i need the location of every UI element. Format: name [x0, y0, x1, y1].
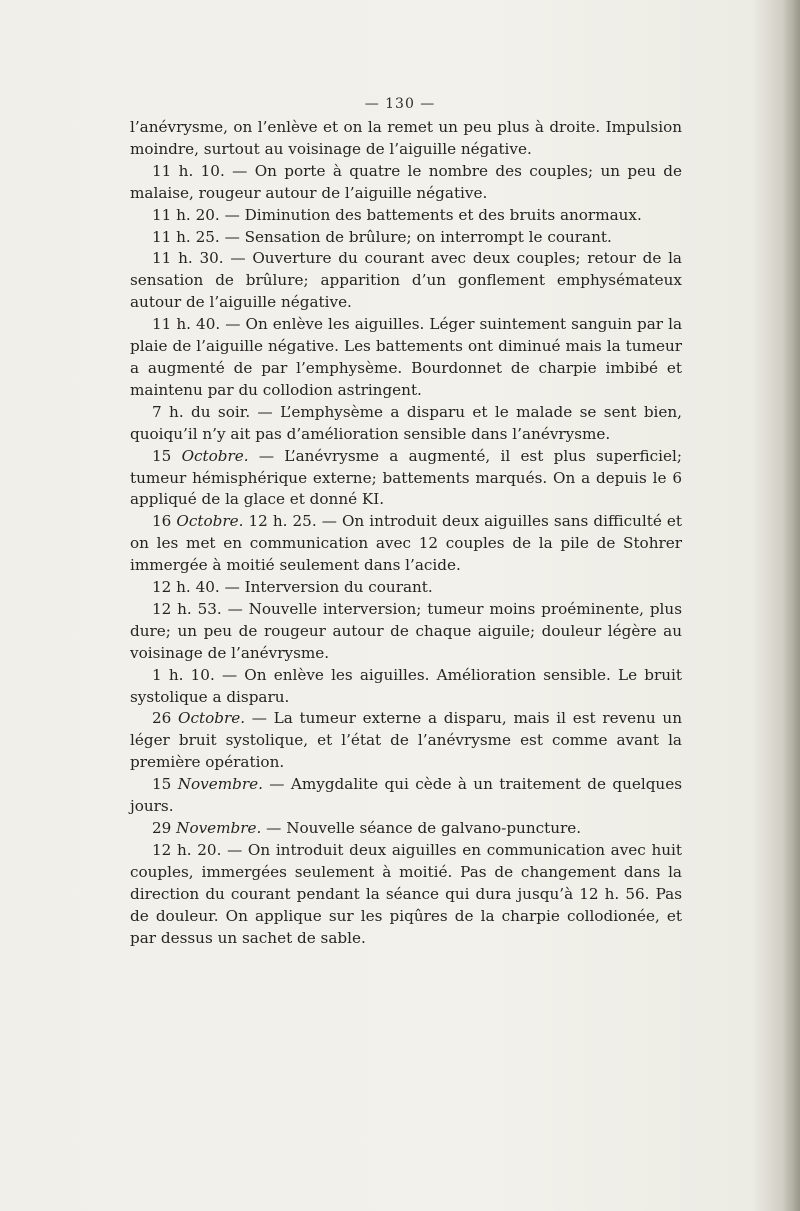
paragraph: 11 h. 20. — Diminution des battements et des bruits anormaux.	[152, 205, 642, 224]
paragraph: 16 Octobre. 12 h. 25. — On introduit deux aiguilles sans difficulté et on les met en communication avec 12 couples de la pile de Stohrer immergée à moitié seulement dans l’acide.	[130, 512, 682, 575]
paragraph: 29 Novembre. — Nouvelle séance de galvano-puncture.	[152, 819, 582, 837]
paragraph: 11 h. 10. — On porte à quatre le nombre des couples; un peu de malaise, rougeur autour de l’aiguille négative.	[130, 161, 682, 202]
page-number: — 130 —	[364, 96, 436, 112]
paragraph: 15 Novembre. — Amygdalite qui cède à un traitement de quelques jours.	[130, 775, 682, 816]
paragraph: 26 Octobre. — La tumeur externe a disparu, mais il est revenu un léger bruit systolique, et l’état de l’anévrysme est comme avant la première opération.	[130, 709, 682, 772]
date-label: Octobre.	[181, 446, 249, 465]
paragraph: 12 h. 53. — Nouvelle interversion; tumeur moins proéminente, plus dure; un peu de rougeur autour de chaque aiguile; douleur légère au voisinage de l’anévrysme.	[130, 599, 682, 662]
paragraph: 7 h. du soir. — L’emphysème a disparu et le malade se sent bien, quoiqu’il n’y ait pas d’amélioration sensible dans l’anévrysme.	[130, 402, 682, 443]
page-edge-shadow	[782, 0, 800, 1211]
date-label: Octobre.	[178, 709, 246, 728]
date-label: Novembre.	[177, 775, 263, 794]
body-text	[130, 117, 682, 949]
date-label: Novembre.	[176, 819, 262, 837]
paragraph: 11 h. 30. — Ouverture du courant avec deux couples; retour de la sensation de brûlure; apparition d’un gonflement emphysémateux autour de l’aiguille négative.	[130, 249, 682, 312]
paragraph: l’anévrysme, on l’enlève et on la remet un peu plus à droite. Impulsion moindre, surtout au voisinage de l’aiguille négative.	[130, 118, 682, 158]
paragraph: 12 h. 20. — On introduit deux aiguilles en communication avec huit couples, immergées seulement à moitié. Pas de changement dans la direction du courant pendant la séance qui dura jusqu’à 12 h. 56. Pas de douleur. On applique sur les piqûres de la charpie collodionée, et par dessus un sachet de sable.	[130, 840, 682, 947]
paragraph: 1 h. 10. — On enlève les aiguilles. Amélioration sensible. Le bruit systolique a disparu.	[130, 665, 682, 706]
date-label: Octobre.	[176, 512, 244, 531]
paragraph: 11 h. 40. — On enlève les aiguilles. Léger suintement sanguin par la plaie de l’aiguille négative. Les battements ont diminué mais la tumeur a augmenté de par l’emphysème. Bourdonnet de charpie imbibé et maintenu par du collodion astringent.	[130, 315, 682, 399]
paragraph: 11 h. 25. — Sensation de brûlure; on interrompt le courant.	[152, 227, 612, 246]
paragraph: 12 h. 40. — Interversion du courant.	[152, 578, 433, 597]
paragraph: 15 Octobre. — L’anévrysme a augmenté, il est plus superficiel; tumeur hémisphérique externe; battements marqués. On a depuis le 6 appliqué de la glace et donné KI.	[130, 446, 683, 509]
